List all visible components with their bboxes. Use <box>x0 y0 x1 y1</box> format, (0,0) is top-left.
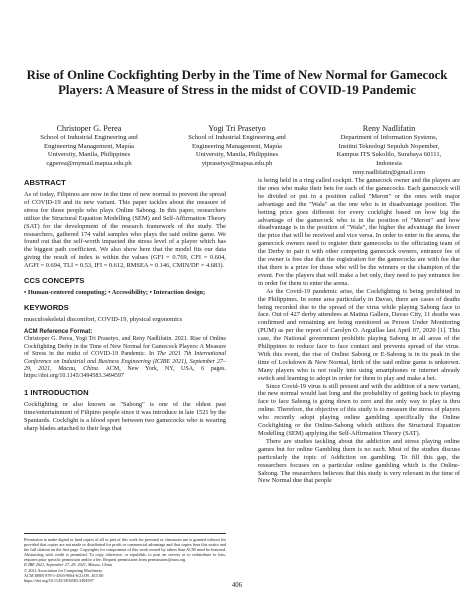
author-affiliation: Institut Teknologi Sepuluh Nopember, <box>338 142 440 150</box>
permissions-block <box>24 533 226 583</box>
author-name: Yogi Tri Prasetyo <box>208 124 266 133</box>
body-paragraph: Since Covid-19 virus is still present and with the addition of a new variant, the new normal would last long and the probability of getting back to playing face to face Sabong is going down to zero and the only way to play is thru online. Therefore, the objective of this study is to measure the stress of players who recently adopt playing online gambling specifically the Online Cockfighting or the Online-Sabong which utilizes the Structural Equation Modelling (SEM) applying the Self-Affirmation Theory (SAT). <box>258 382 460 437</box>
author-affiliation: School of Industrial Engineering and <box>40 134 138 141</box>
keywords-text: musculoskeletal discomfort, COVID-19, physical ergonomics <box>24 315 183 323</box>
acm-reference-venue: The 2021 7th International Conference on Industrial and Business Engineering (ICIBE 2021), September 27–29, 2021, Macau, China. <box>24 351 226 372</box>
author-affiliation: Indonesia <box>376 160 402 168</box>
permissions-copyright: © 2021 Association for Computing Machinery. <box>24 567 103 573</box>
introduction-heading: 1 INTRODUCTION <box>24 387 89 397</box>
author-affiliation: Engineering Management, Mapúa <box>44 142 134 150</box>
acm-reference-text <box>24 336 226 380</box>
acm-reference-heading: ACM Reference Format: <box>24 328 93 335</box>
page-number: 406 <box>231 582 243 589</box>
author-email[interactable]: cgperea@mymail.mapua.edu.ph <box>46 160 132 168</box>
paper-title: Rise of Online Cockfighting Derby in the Time of New Normal for Gamecock Players: A Measure of Stress in the midst of COVID-19 Pandemic <box>26 68 448 97</box>
author-block-1 <box>30 124 148 169</box>
ccs-heading: CCS CONCEPTS <box>24 276 85 286</box>
abstract-text: As of today, Filipinos are now in the time of new normal to prevent the spread of COVID-19 and its new variant. This paper tackles about the measure of stress for those people who plays Online Sabong. In this paper, researchers utilize the Structural Equation Modelling (SEM) and Self-Affirmation Theory (SAT) for the development of the research framework of the study. The researchers, gathered 174 valid samples who plays the said online game. We found out that the self-worth impacted the stress level of a player which has the biggest path coefficient. We also show here that the model fits our data giving the result of index is within the values (GFI = 0.769, CFI = 0.604, AGFI = 0.694, TLI = 0.53, IFI = 0.612, RMSEA = 0.146, CMIN/DF = 4.683). <box>24 191 226 270</box>
author-block-2 <box>176 124 298 169</box>
right-column <box>258 177 460 485</box>
keywords-heading: KEYWORDS <box>24 302 69 312</box>
author-name: Reny Nadlifatin <box>362 124 416 133</box>
author-name: Christoper G. Perea <box>56 124 122 133</box>
acm-reference-line[interactable]: ACM, New York, NY, USA, 6 pages. https://doi.org/10.1145/3494583.3494597 <box>24 366 226 380</box>
author-email[interactable]: reny.nadlifatin@gmail.com <box>352 168 426 176</box>
author-affiliation: School of Industrial Engineering and <box>188 134 286 141</box>
author-affiliation: University, Manila, Philippines <box>195 151 279 159</box>
author-affiliation: Engineering Management, Mapúa <box>192 142 282 150</box>
body-paragraph: is being held in a ring called cockpit. The gamecock owner and the players are the ones who make their bets for each of the gamecocks. Each gamecock will be divided or put in a position called "Meron" or the ones with major advantage and the "Wala" as the one who is in disadvantage position. The betting price goes different for every cockfight based on how big the advantage of the gamecock who is in the position of "Meron" and how disadvantage is in the position of "Wala", the higher the advantage the lower the price that will be received and vice versa. In order to enter in the arena, the gamecock owners need to register their gamecocks to the officiating team of the Derby to pair it with other competing gamecock owners, entrance fee of the owner is free due that the registration for the gamecocks are with fee due that there is a prize for those who will be the winners or the champion of the event. For the players that will make a bet only, they need to pay entrance fee in order for them to enter the arena. <box>258 177 460 287</box>
author-affiliation: Department of Information Systems, <box>340 134 438 141</box>
permissions-conference: ICIBE 2021, September 27–29, 2021, Macau, China <box>24 562 112 568</box>
author-block-3 <box>325 124 453 178</box>
author-affiliation: Kampus ITS Sukolilo, Surabaya 60111, <box>336 151 442 159</box>
body-paragraph: There are studies tackling about the addiction and stress playing online games but for online Gambling there is no such. Most of the studies discuss particularly the topic of Addiction on gambling. To fill this gap, the researchers focuses on a particular online gambling which is the Online-Sabong. The researchers believes that this study is very relevant in the time of New Normal due that people <box>258 437 460 485</box>
author-email[interactable]: ytprasetyo@mapua.edu.ph <box>201 160 273 168</box>
body-paragraph: As the Covid-19 pandemic arise, the Cockfighting is being prohibited in the Philippines. In some area particularly in Davao, there are cases of deaths being recorded due to the spread of the virus while playing Sabong face to face. Out of 427 derby attendees at Matina Gallera, Davao City, 11 deaths was confirmed and remaining are being monitored as Person Under Monitoring (PUM) as per the report of Carolyn O. Arguillas last April 07, 2020 [1]. This case, the National government prohibits playing Sabong in all areas of the Philippines to reduce face to face contact and prevents spread of the virus. With this event, the rise of Online Sabong or E-Sabong is in its peak in the time of Lockdown & New Normal, birth of the said online game is unknown. Many players who is not really into using smartphones or internet already switch and learning to adopt in order for them to play and make a bet. <box>258 287 460 382</box>
introduction-text: Cockfighting or also known as "Sabong" is one of the oldest past time/entertainment of Filipino people since it was introduce in late 1521 by the Spaniards. Cockfight is a blood sport between two gamecocks who is wearing sharp blades attached to their legs that <box>24 400 226 432</box>
acm-reference-line: Christoper G. Perea, Yogi Tri Prasetyo, and Reny Nadlifatin. 2021. Rise of Online Cockfighting Derby in the Time of New Normal for Gamecock Players: A Measure of Stress in the midst of COVID-19 Pandemic. In <box>24 336 226 358</box>
permissions-text: Permission to make digital or hard copies of all or part of this work for personal or classroom use is granted without fee provided that copies are not made or distributed for profit or commercial advantage and that copies bear this notice and the full citation on the first page. Copyrights for components of this work owned by others than ACM must be honored. Abstracting with credit is permitted. To copy otherwise, or republish, to post on servers or to redistribute to lists, requires prior specific permission and/or a fee. Request permissions from permissions@acm.org. <box>24 537 226 563</box>
author-affiliation: University, Manila, Philippines <box>47 151 131 159</box>
left-column <box>24 178 226 432</box>
permissions-isbn: ACM ISBN 978-1-4503-9064-6/21/09...$15.00 <box>24 572 104 578</box>
permissions-doi[interactable]: https://doi.org/10.1145/3494583.3494597 <box>24 577 94 583</box>
ccs-text: • Human-centered computing; • Accessibility; • Interaction design; <box>24 289 206 297</box>
abstract-heading: ABSTRACT <box>24 178 66 187</box>
